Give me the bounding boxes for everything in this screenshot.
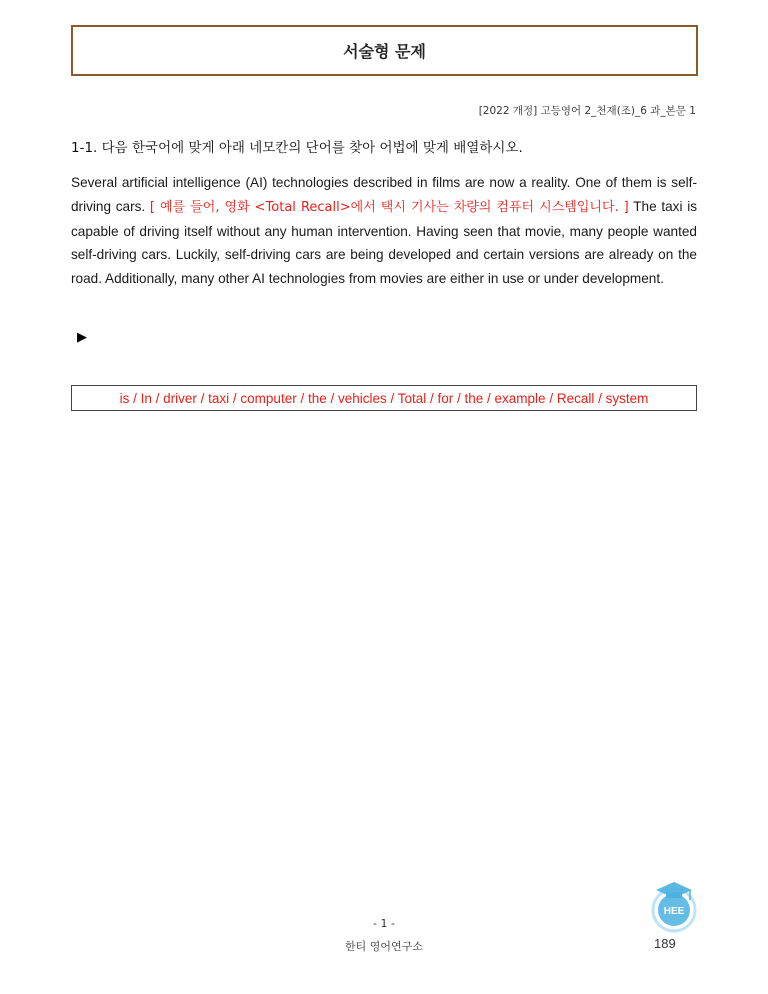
page-indicator: - 1 -: [373, 917, 395, 930]
page-number: 189: [654, 936, 676, 951]
passage: [71, 171, 697, 291]
publisher-label: 한티 영어연구소: [345, 940, 423, 953]
hee-logo-icon: [648, 878, 700, 934]
passage-part-1: Several artificial intelligence (AI) technologies described in films are now a reality. One of them is self-driving cars.: [71, 175, 697, 214]
word-bank-box: [71, 385, 697, 411]
question-text: 1-1. 다음 한국어에 맞게 아래 네모칸의 단어를 찾아 어법에 맞게 배열하시오.: [71, 140, 523, 156]
title-box: [71, 25, 698, 76]
korean-prompt: [ 예를 들어, 영화 <Total Recall>에서 택시 기사는 차량의 컴퓨터 시스템입니다. ]: [149, 199, 629, 215]
source-label: [2022 개정] 고등영어 2_천재(조)_6 과_본문 1: [478, 105, 696, 117]
word-bank-text: is / In / driver / taxi / computer / the / vehicles / Total / for / the / example / Recall / system: [119, 390, 649, 406]
logo-text: HEE: [663, 906, 685, 917]
answer-arrow-icon: ▶: [77, 330, 87, 345]
page-title: 서술형 문제: [343, 42, 426, 61]
passage-part-2: The taxi is capable of driving itself without any human intervention. Having seen that movie, many people wanted self-driving cars. Luckily, self-driving cars are being developed and certain versions are already on the road. Additionally, many other AI technologies from movies are either in use or under development.: [71, 198, 698, 287]
